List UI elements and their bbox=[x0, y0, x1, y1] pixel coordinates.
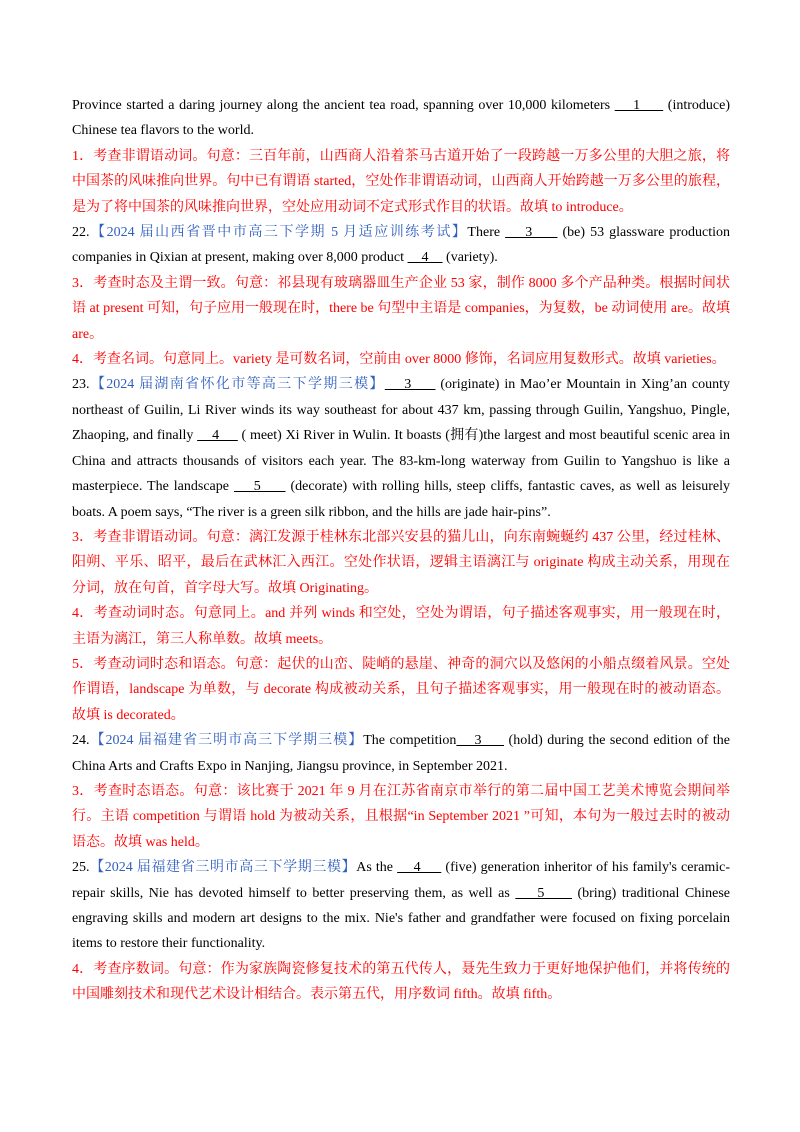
text-run: (variety). bbox=[442, 250, 498, 266]
text-run: (five) generation inheritor of his family's ceramic-repair skills, Nie has devoted himself to better preserving them, as well as bbox=[72, 860, 731, 901]
text-run: ( meet) Xi River in Wulin. It boasts (拥有)the largest and most beautiful scenic area in China and attracts thousands of visitors each year. The 83-km-long waterway from Guilin to Yangshuo is like a masterpiece. The landscape bbox=[72, 428, 731, 495]
answer-blank: 3 bbox=[505, 225, 558, 241]
text-run: 3．考查非谓语动词。句意：漓江发源于桂林东北部兴安县的猫儿山，向东南蜿蜒约 437 公里，经过桂林、阳朔、平乐、昭平，最后在武林汇入西江。空处作状语，逻辑主语漓江与 originate 构成主动关系，用现在分词，放在句首，首字母大写。故填 Originating。 bbox=[72, 529, 730, 596]
answer-explanation bbox=[72, 525, 730, 601]
answer-explanation bbox=[72, 957, 730, 1008]
text-run: (decorate) with rolling hills, steep cliffs, fantastic caves, as well as leisurely boats. A poem says, “The river is a green silk ribbon, and the hills are jade hair-pins”. bbox=[72, 479, 730, 520]
answer-explanation bbox=[72, 271, 730, 347]
answer-blank: 3 bbox=[456, 733, 505, 749]
text-run: As the bbox=[356, 860, 398, 876]
question-text bbox=[72, 728, 730, 779]
question-text bbox=[72, 372, 730, 524]
text-run: (introduce) Chinese tea flavors to the world. bbox=[72, 98, 730, 139]
text-run: 3．考查时态语态。句意：该比赛于 2021 年 9 月在江苏省南京市举行的第二届中国工艺美术博览会期间举行。主语 competition 与谓语 hold 为被动关系，且根据“in September 2021 ”可知，本句为一般过去时的被动语态。故填 was held。 bbox=[72, 783, 730, 850]
text-run: 22. bbox=[72, 225, 90, 241]
answer-blank: 4 bbox=[397, 860, 442, 876]
answer-blank: 5 bbox=[515, 885, 572, 901]
text-run: There bbox=[467, 225, 506, 241]
exam-source-label: 【2024 届山西省晋中市高三下学期 5 月适应训练考试】 bbox=[89, 225, 468, 241]
text-run: 25. bbox=[72, 860, 90, 876]
answer-explanation bbox=[72, 652, 730, 728]
text-run: 23. bbox=[72, 377, 90, 393]
text-run: Province started a daring journey along the ancient tea road, spanning over 10,000 kilometers bbox=[72, 98, 615, 113]
answer-blank: 1 bbox=[614, 98, 664, 113]
answer-blank: 4 bbox=[407, 250, 443, 266]
document-page bbox=[72, 93, 730, 1008]
text-run: 1．考查非谓语动词。句意：三百年前，山西商人沿着茶马古道开始了一段跨越一万多公里的大胆之旅，将中国茶的风味推向世界。句中已有谓语 started，空处作非谓语动词，山西商人开始跨越一万多公里的旅程，是为了将中国茶的风味推向世界，空处应用动词不定式形式作目的状语。故填 to introduce。 bbox=[72, 148, 730, 215]
answer-explanation bbox=[72, 601, 730, 652]
text-run: (be) 53 glassware production companies in Qixian at present, making over 8,000 product bbox=[72, 225, 730, 266]
exam-source-label: 【2024 届湖南省怀化市等高三下学期三模】 bbox=[89, 377, 385, 393]
answer-blank: 4 bbox=[197, 428, 238, 444]
text-run: 5．考查动词时态和语态。句意：起伏的山峦、陡峭的悬崖、神奇的洞穴以及悠闲的小船点缀着风景。空处作谓语，landscape 为单数，与 decorate 构成被动关系，且句子描述客观事实，用一般现在时的被动语态。故填 is decorated。 bbox=[72, 656, 730, 723]
exam-source-label: 【2024 届福建省三明市高三下学期三模】 bbox=[89, 733, 364, 749]
answer-explanation bbox=[72, 347, 730, 372]
text-run: (bring) traditional Chinese engraving skills and modern art designs to the mix. Nie's father and grandfather were focused on fixing porcelain items to restore their functionality. bbox=[72, 885, 730, 952]
answer-blank: 3 bbox=[384, 377, 436, 393]
answer-explanation bbox=[72, 779, 730, 855]
text-run: 4．考查动词时态。句意同上。and 并列 winds 和空处，空处为谓语，句子描述客观事实，用一般现在时，主语为漓江，第三人称单数。故填 meets。 bbox=[72, 606, 730, 647]
question-text bbox=[72, 93, 730, 144]
text-run: 4．考查名词。句意同上。variety 是可数名词，空前由 over 8000 修饰，名词应用复数形式。故填 varieties。 bbox=[72, 352, 726, 368]
exam-source-label: 【2024 届福建省三明市高三下学期三模】 bbox=[89, 860, 357, 876]
text-run: The competition bbox=[363, 733, 457, 749]
question-text bbox=[72, 855, 730, 957]
text-run: (hold) during the second edition of the China Arts and Crafts Expo in Nanjing, Jiangsu province, in September 2021. bbox=[72, 733, 730, 774]
text-run: 3．考查时态及主谓一致。句意：祁县现有玻璃器皿生产企业 53 家，制作 8000 多个产品种类。根据时间状语 at present 可知，句子应用一般现在时，there be 句型中主语是 companies，为复数，be 动词使用 are。故填 are。 bbox=[72, 275, 730, 342]
answer-blank: 5 bbox=[233, 479, 286, 495]
answer-explanation bbox=[72, 144, 730, 220]
text-run: 24. bbox=[72, 733, 90, 749]
text-run: 4．考查序数词。句意：作为家族陶瓷修复技术的第五代传人，聂先生致力于更好地保护他们，并将传统的中国雕刻技术和现代艺术设计相结合。表示第五代，用序数词 fifth。故填 fifth。 bbox=[72, 961, 730, 1003]
question-text bbox=[72, 220, 730, 271]
text-run: (originate) in Mao’er Mountain in Xing’an county northeast of Guilin, Li River winds its way southeast for about 437 km, passing through Guilin, Yangshuo, Pingle, Zhaoping, and finally bbox=[72, 377, 731, 444]
